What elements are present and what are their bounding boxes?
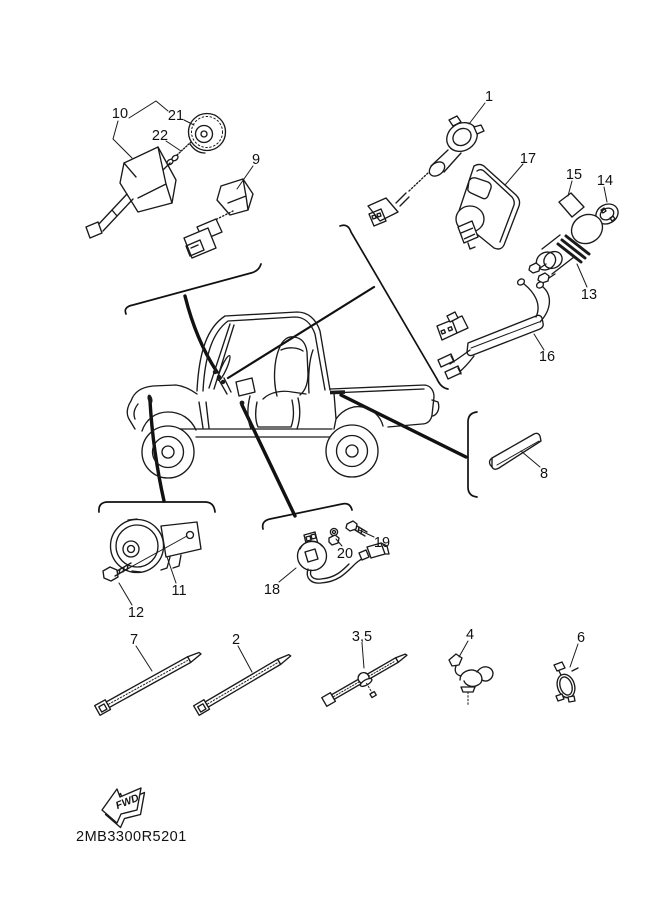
leader-13 bbox=[577, 264, 587, 287]
callout-leader-lines bbox=[113, 101, 607, 672]
bracket-horn-11 bbox=[99, 502, 215, 512]
callout-7: 7 bbox=[129, 632, 139, 648]
bracket-right-group bbox=[340, 225, 448, 389]
callout-labels bbox=[112, 89, 613, 648]
leader-1 bbox=[469, 103, 485, 124]
clamp-hook-left bbox=[460, 670, 482, 686]
front-strut bbox=[199, 402, 209, 428]
part-20-screw-washer bbox=[329, 528, 339, 545]
part-15-label-plate bbox=[559, 193, 584, 217]
dash-panel bbox=[236, 378, 255, 396]
callout-8: 8 bbox=[539, 466, 549, 482]
spring-coils bbox=[177, 142, 191, 155]
clamp-tab bbox=[554, 662, 565, 671]
rear-wheel bbox=[326, 425, 378, 477]
callout-19: 19 bbox=[373, 535, 391, 551]
rear-wheel-hub bbox=[346, 445, 358, 457]
callout-35: 3,5 bbox=[351, 629, 373, 645]
callout-15: 15 bbox=[565, 167, 583, 183]
hood-front-fender bbox=[127, 385, 197, 431]
leader-4 bbox=[459, 641, 468, 657]
callout-20: 20 bbox=[336, 546, 354, 562]
part-16-wire-harness bbox=[437, 278, 549, 379]
bolt-head bbox=[103, 567, 118, 581]
pin-collar bbox=[461, 687, 475, 692]
clamp-foot-1 bbox=[556, 694, 564, 701]
bracket-horn-18 bbox=[263, 504, 352, 529]
leader-8 bbox=[521, 451, 540, 467]
marker-column-1 bbox=[213, 370, 217, 374]
bracket-tube-8 bbox=[468, 412, 477, 497]
leader-10-21-link bbox=[129, 101, 168, 118]
knob-inner bbox=[196, 126, 213, 143]
callout-14: 14 bbox=[596, 173, 614, 189]
part-12-bolt bbox=[103, 563, 131, 581]
tie-tip bbox=[188, 650, 202, 662]
part-4-clamp bbox=[449, 654, 493, 706]
cylinder-end bbox=[427, 159, 448, 179]
marker-floor bbox=[240, 401, 245, 406]
group-brackets bbox=[99, 225, 477, 529]
part-8-tube bbox=[490, 433, 542, 469]
leader-6 bbox=[570, 644, 578, 667]
rear-wheel-rim bbox=[337, 436, 368, 467]
seat bbox=[263, 337, 313, 399]
callout-12: 12 bbox=[127, 605, 145, 621]
clamp-link bbox=[455, 666, 461, 676]
band-tip bbox=[396, 652, 408, 662]
callout-1: 1 bbox=[484, 89, 494, 105]
washer-2 bbox=[171, 154, 179, 162]
shaft-end-cap bbox=[86, 222, 102, 238]
part-22-spring bbox=[163, 142, 191, 170]
part-19-bolt bbox=[346, 521, 367, 536]
callout-18: 18 bbox=[263, 582, 281, 598]
label-plate bbox=[559, 193, 584, 217]
marker-bed-rail bbox=[330, 390, 345, 394]
leader-14 bbox=[604, 187, 607, 202]
cable-lead bbox=[396, 193, 409, 206]
marker-column-2 bbox=[217, 375, 221, 379]
part-17-bracket bbox=[456, 164, 520, 249]
front-wheel-hub bbox=[162, 446, 174, 458]
part-6-clamp bbox=[554, 662, 578, 702]
harness-wire-loop-1 bbox=[524, 284, 549, 322]
harness-tube-line bbox=[471, 322, 539, 348]
callout-13: 13 bbox=[580, 287, 598, 303]
vehicle-illustration bbox=[127, 312, 439, 478]
part-code: 2MB3300R5201 bbox=[76, 829, 187, 845]
leader-10 bbox=[113, 121, 132, 158]
cargo-bed bbox=[330, 385, 439, 429]
front-wheel-rim bbox=[153, 437, 184, 468]
callout-4: 4 bbox=[465, 627, 475, 643]
cable-corrugation bbox=[409, 172, 429, 191]
terminal-1 bbox=[529, 263, 540, 273]
marker-front-fender bbox=[147, 394, 154, 404]
callout-10: 10 bbox=[111, 106, 129, 122]
callout-9: 9 bbox=[251, 152, 261, 168]
leader-horn-18 bbox=[242, 405, 295, 516]
wire-collar bbox=[359, 550, 369, 560]
callout-21: 21 bbox=[167, 108, 185, 124]
switch-shaft bbox=[97, 194, 133, 231]
leader-11 bbox=[167, 557, 176, 583]
part-7-cable-tie bbox=[95, 648, 204, 715]
tie-tip bbox=[278, 653, 292, 665]
callout-11: 11 bbox=[171, 583, 187, 599]
screw-tip bbox=[370, 692, 376, 698]
leader-35 bbox=[362, 643, 364, 668]
leader-main-switch-group bbox=[228, 287, 374, 378]
part-9-sensor bbox=[184, 179, 253, 258]
callout-2: 2 bbox=[231, 632, 241, 648]
leader-22 bbox=[166, 141, 181, 151]
leader-16 bbox=[534, 334, 544, 350]
part-2-cable-tie bbox=[194, 650, 294, 715]
mount-screw bbox=[367, 683, 373, 693]
part-10-switch-assembly bbox=[86, 147, 176, 238]
callout-16: 16 bbox=[538, 349, 556, 365]
fwd-arrow bbox=[102, 788, 145, 828]
front-wheel bbox=[142, 426, 194, 478]
leader-12 bbox=[119, 583, 132, 605]
callout-6: 6 bbox=[576, 630, 586, 646]
fwd-arrow-label: FWD bbox=[114, 791, 141, 812]
leader-18 bbox=[279, 568, 296, 582]
part-11-horn bbox=[111, 519, 202, 573]
switch-body bbox=[120, 147, 176, 212]
clamp-foot-2 bbox=[568, 696, 575, 702]
bracket-top-left-group bbox=[125, 264, 261, 314]
washer bbox=[330, 528, 337, 535]
horn-disc bbox=[111, 520, 164, 573]
door-cut bbox=[248, 396, 300, 429]
steering-column bbox=[219, 378, 231, 394]
socket-hook bbox=[468, 243, 475, 249]
leader-2 bbox=[238, 646, 252, 672]
part-21-knob bbox=[189, 114, 226, 154]
tie-strip bbox=[106, 657, 190, 708]
marker-column-3 bbox=[221, 380, 225, 384]
part-35-band-clamp bbox=[321, 649, 417, 719]
part-13-accessory-socket bbox=[529, 209, 608, 283]
callout-22: 22 bbox=[151, 128, 169, 144]
leader-17 bbox=[505, 164, 523, 185]
callout-17: 17 bbox=[519, 151, 537, 167]
leader-7 bbox=[136, 646, 152, 671]
